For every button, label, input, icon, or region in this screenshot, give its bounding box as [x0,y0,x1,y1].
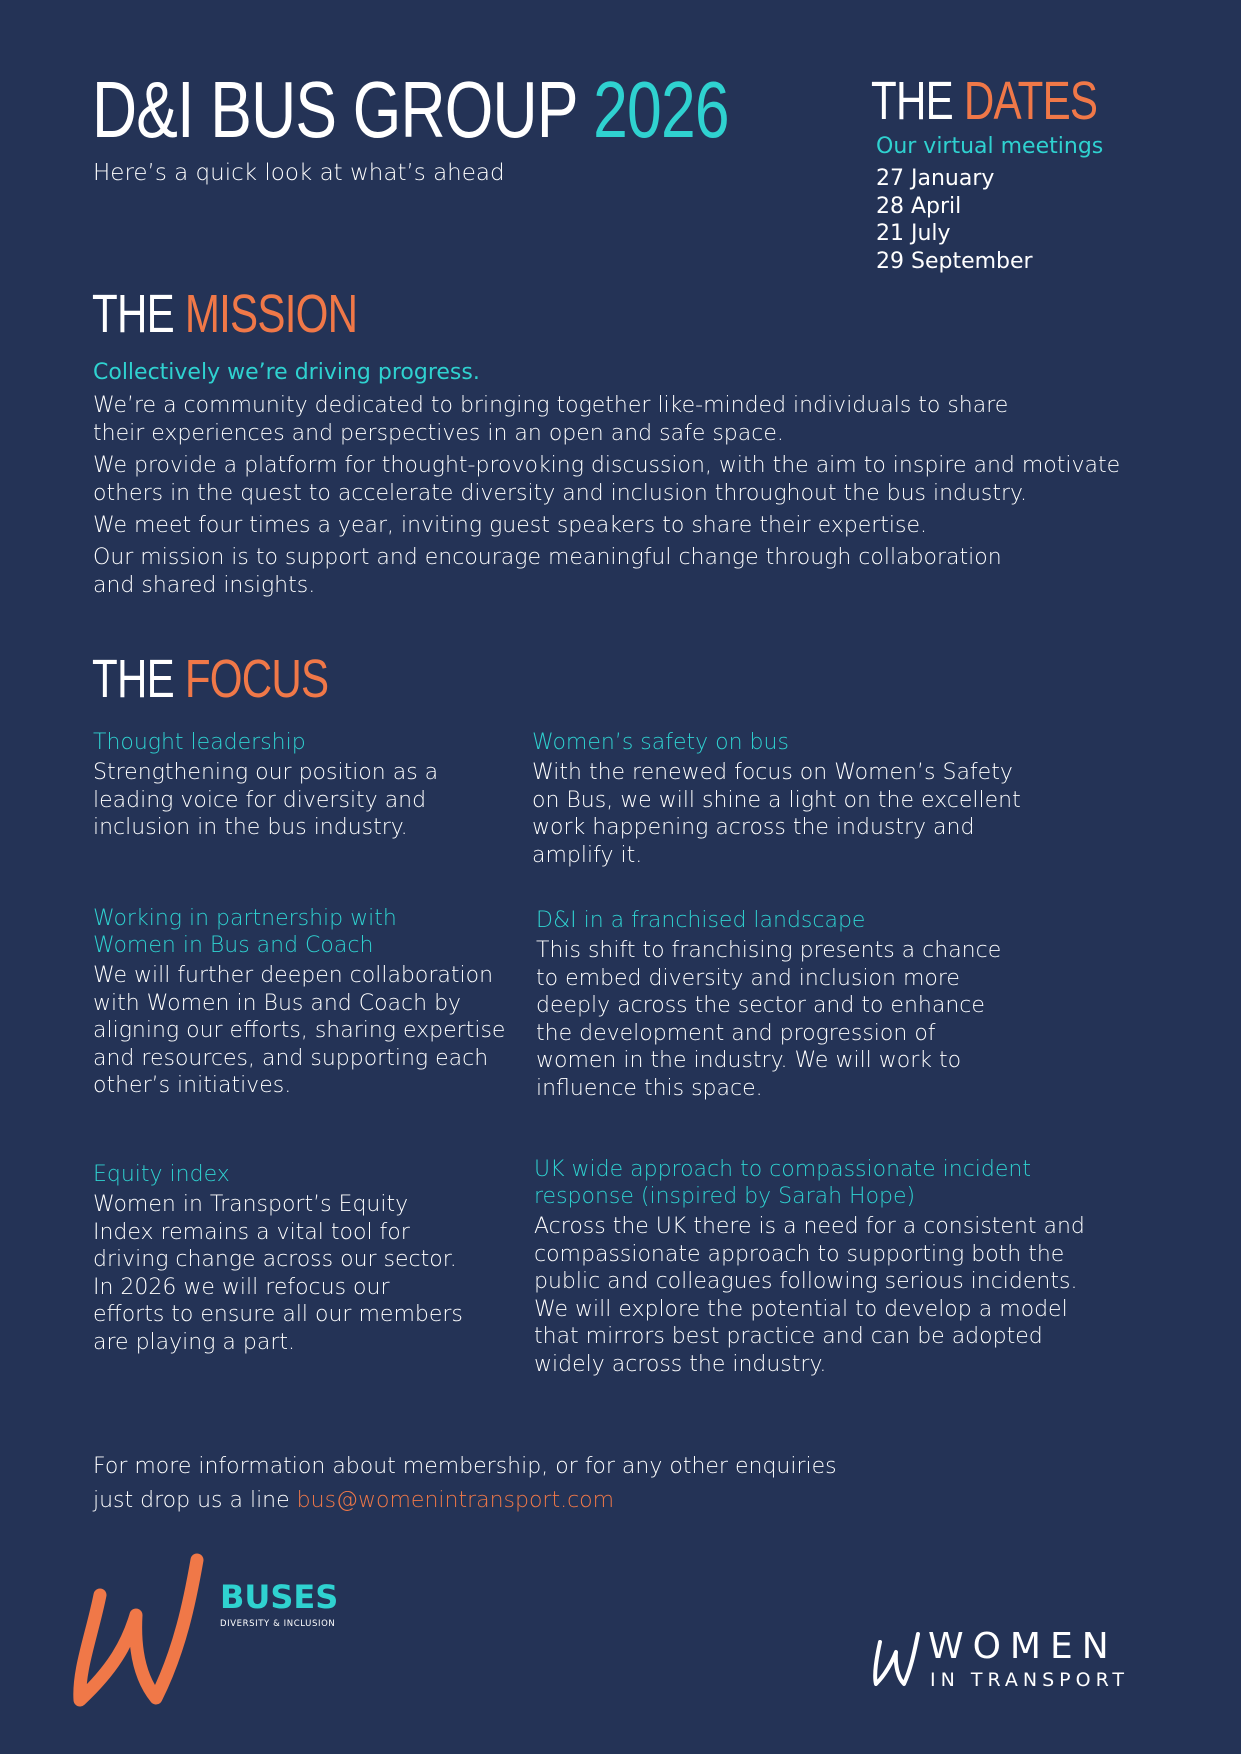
focus-item-title: Working in partnership with Women in Bus and Coach [93,906,397,958]
mission-paragraph: We provide a platform for thought-provoking discussion, with the aim to inspire and motivate others in the quest to accelerate diversity and inclusion throughout the bus industry. [93,453,1121,506]
focus-item-body: With the renewed focus on Women’s Safety on Bus, we will shine a light on the excellent work happening across the industry and amplify it. [532,760,1021,868]
dates-heading-word: DATES [963,71,1098,131]
buses-tagline: DIVERSITY & INCLUSION [220,1619,336,1629]
focus-item-body: Strengthening our position as a leading voice for diversity and inclusion in the bus industry. [93,760,439,840]
focus-item-title: Equity index [93,1162,230,1187]
mission-body [93,392,1173,604]
wit-transport-word: IN TRANSPORT [930,1669,1130,1691]
date-item: 28 April [876,193,962,219]
buses-word: BUSES [220,1578,339,1616]
focus-item-body: Across the UK there is a need for a consistent and compassionate approach to supporting both the public and colleagues following serious incidents. We will explore the potential to develop a model that mirrors best practice and can be adopted widely across the industry. [534,1214,1085,1377]
focus-heading-word: FOCUS [184,649,329,709]
dates-heading [871,70,1097,132]
focus-item [534,1156,1094,1378]
focus-item [532,729,1032,869]
dates-heading-the: THE [871,71,964,131]
title-year: 2026 [593,65,729,154]
focus-item [93,1161,473,1356]
mission-paragraph: Our mission is to support and encourage meaningful change through collaboration and shared insights. [93,545,1002,598]
contact-text [93,1450,837,1518]
focus-item-title: D&I in a franchised landscape [536,908,866,933]
women-in-transport-logo [870,1620,1170,1695]
focus-item-body: Women in Transport’s Equity Index remains a vital tool for driving change across our sector. In 2026 we will refocus our efforts to ensure all our members are playing a part. [93,1192,463,1355]
dates-subheading: Our virtual meetings [876,134,1104,159]
mission-paragraph: We meet four times a year, inviting guest speakers to share their expertise. [93,513,928,538]
w-brush-mark [80,1560,197,1700]
focus-item-body: This shift to franchising presents a chance to embed diversity and inclusion more deeply across the sector and to enhance the development and progression of women in the industry. We will work to influence this space. [536,938,1002,1101]
title-text: D&I BUS GROUP [92,65,594,154]
mission-paragraph: We’re a community dedicated to bringing together like-minded individuals to share their experiences and perspectives in an open and safe space. [93,393,1009,446]
contact-line [93,1484,837,1518]
focus-heading-the: THE [92,649,185,709]
focus-item [536,907,1016,1102]
mission-lead: Collectively we’re driving progress. [93,360,480,385]
date-item: 21 July [876,221,951,246]
focus-item [93,905,513,1100]
focus-item [93,729,453,842]
mission-heading-the: THE [92,284,185,344]
contact-email-link[interactable]: bus@womenintransport.com [296,1488,615,1513]
focus-item-title: Thought leadership [93,730,306,755]
date-item: 29 September [876,248,1033,274]
buses-di-logo [72,1550,372,1710]
page-subtitle: Here’s a quick look at what’s ahead [93,160,505,186]
mission-heading [92,283,357,345]
contact-prefix: just drop us a line [93,1488,297,1513]
page-title [92,64,729,156]
contact-line: For more information about membership, or for any other enquiries [93,1454,837,1479]
focus-heading [92,648,328,710]
date-item: 27 January [876,166,995,191]
wit-w-mark [875,1634,918,1684]
focus-item-title: UK wide approach to compassionate incident response (inspired by Sarah Hope) [534,1157,1031,1209]
wit-women-word: WOMEN [928,1626,1118,1667]
mission-heading-word: MISSION [184,284,358,344]
dates-list [876,165,1033,275]
focus-item-body: We will further deepen collaboration with Women in Bus and Coach by aligning our efforts, sharing expertise and resources, and supporting each other’s initiatives. [93,963,506,1098]
focus-item-title: Women’s safety on bus [532,730,789,755]
